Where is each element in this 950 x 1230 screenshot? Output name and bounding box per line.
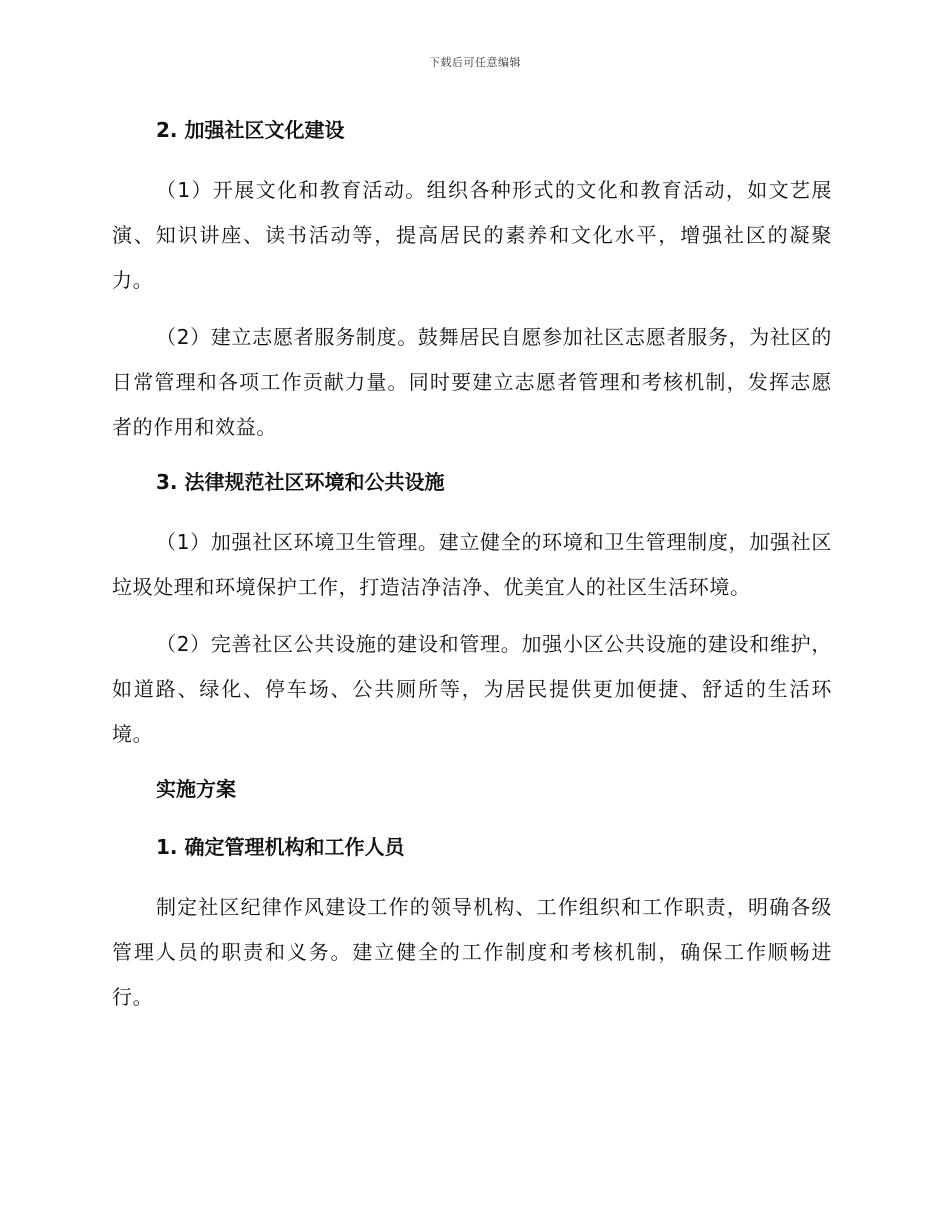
paragraph-environment-hygiene: （1）加强社区环境卫生管理。建立健全的环境和卫生管理制度，加强社区垃圾处理和环境保护工作，打造洁净洁净、优美宜人的社区生活环境。 (112, 530, 832, 599)
paragraph-culture-activities: （1）开展文化和教育活动。组织各种形式的文化和教育活动，如文艺展演、知识讲座、读书活动等，提高居民的素养和文化水平，增强社区的凝聚力。 (112, 178, 832, 292)
page-header: 下载后可任意编辑 (429, 56, 521, 69)
paragraph-management-org: 制定社区纪律作风建设工作的领导机构、工作组织和工作职责，明确各级管理人员的职责和义务。建立健全的工作制度和考核机制，确保工作顺畅进行。 (112, 895, 832, 1009)
section-heading-implementation: 实施方案 (156, 777, 236, 801)
paragraph-volunteer-system: （2）建立志愿者服务制度。鼓舞居民自愿参加社区志愿者服务，为社区的日常管理和各项工作贡献力量。同时要建立志愿者管理和考核机制，发挥志愿者的作用和效益。 (112, 325, 832, 439)
paragraph-public-facilities: （2）完善社区公共设施的建设和管理。加强小区公共设施的建设和维护，如道路、绿化、停车场、公共厕所等，为居民提供更加便捷、舒适的生活环境。 (112, 632, 832, 746)
document-body (112, 110, 832, 1032)
section-heading-culture: 2. 加强社区文化建设 (156, 118, 345, 142)
section-heading-environment: 3. 法律规范社区环境和公共设施 (156, 470, 445, 494)
section-heading-management-org: 1. 确定管理机构和工作人员 (156, 835, 405, 859)
